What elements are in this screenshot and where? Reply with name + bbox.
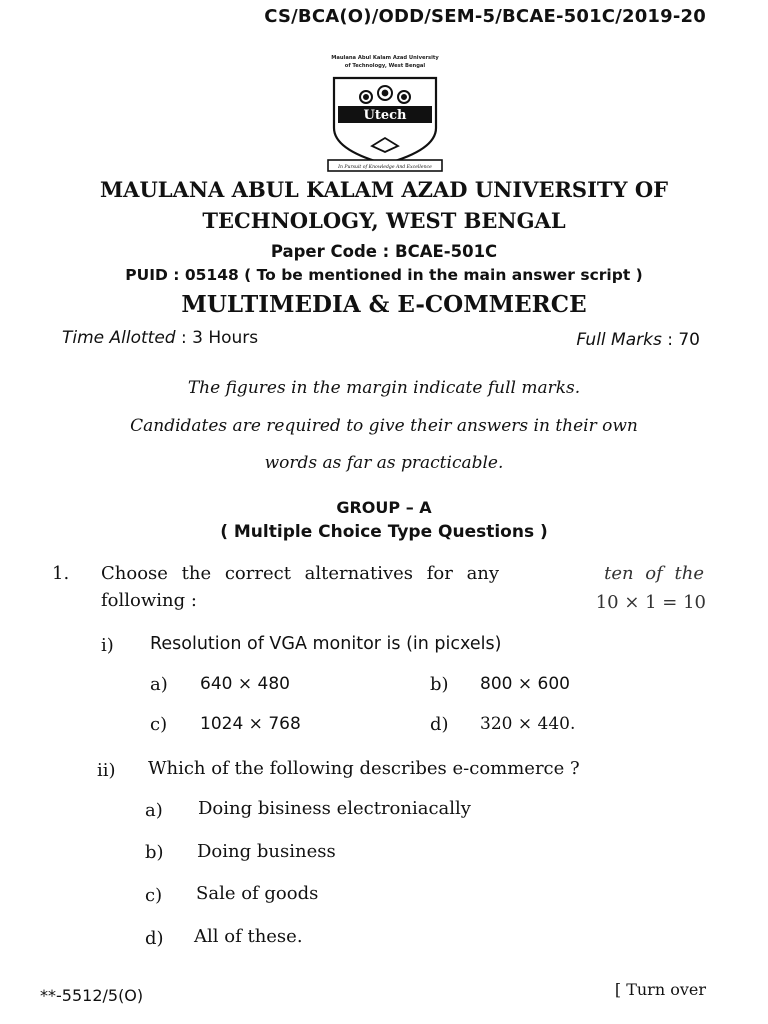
- option-text: 800 × 600: [480, 674, 570, 694]
- instruction-1: The figures in the margin indicate full marks.: [187, 378, 581, 398]
- option-label: d): [145, 928, 164, 949]
- option-label: c): [145, 885, 163, 906]
- time-allotted: [62, 328, 258, 348]
- university-logo: [318, 50, 452, 175]
- option-text: Sale of goods: [196, 883, 319, 904]
- option-label: a): [145, 800, 163, 821]
- logo-top-text-1: Maulana Abul Kalam Azad University: [331, 55, 439, 61]
- university-name-line2: TECHNOLOGY, WEST BENGAL: [202, 208, 566, 233]
- logo-top-text-2: of Technology, West Bengal: [344, 63, 426, 69]
- subject-title: MULTIMEDIA & E-COMMERCE: [181, 291, 587, 318]
- subquestion-text: Resolution of VGA monitor is (in picxels): [150, 634, 502, 654]
- marks-value: : 70: [667, 330, 700, 350]
- instruction-3: words as far as practicable.: [264, 453, 504, 473]
- option-label: c): [150, 714, 168, 735]
- option-label: a): [150, 674, 168, 695]
- logo-ribbon-text: In Pursuit of Knowledge And Excellence: [338, 165, 432, 170]
- group-subtitle: ( Multiple Choice Type Questions ): [220, 522, 548, 542]
- option-label: b): [145, 842, 164, 863]
- option-text: Doing business: [197, 841, 336, 862]
- option-text: Doing bisiness electroniacally: [198, 798, 471, 819]
- question-line2: following :: [101, 590, 197, 611]
- option-text: 320 × 440.: [480, 714, 576, 734]
- paper-reference: CS/BCA(O)/ODD/SEM-5/BCAE-501C/2019-20: [264, 6, 706, 27]
- turn-over: [ Turn over: [614, 980, 706, 999]
- option-text: 640 × 480: [200, 674, 290, 694]
- question-line1-tail: ten of the: [604, 563, 704, 584]
- paper-code: Paper Code : BCAE-501C: [270, 242, 498, 261]
- instruction-2: Candidates are required to give their answers in their own: [130, 416, 638, 436]
- option-text: All of these.: [194, 926, 303, 947]
- question-marks: 10 × 1 = 10: [595, 592, 706, 613]
- subquestion-number: i): [101, 635, 114, 656]
- puid: PUID : 05148 ( To be mentioned in the main answer script ): [125, 266, 643, 284]
- time-label: Time Allotted: [62, 328, 176, 348]
- logo-shield-text: Utech: [363, 108, 407, 123]
- question-number: 1.: [52, 563, 70, 584]
- rings-icon: [360, 86, 410, 103]
- marks-label: Full Marks: [576, 330, 662, 350]
- group-title: GROUP – A: [336, 498, 432, 517]
- subquestion-number: ii): [97, 760, 116, 781]
- option-text: 1024 × 768: [200, 714, 301, 734]
- book-icon: [372, 138, 398, 152]
- subquestion-text: Which of the following describes e-commerce ?: [148, 758, 580, 779]
- full-marks: [576, 330, 700, 350]
- time-value: : 3 Hours: [181, 328, 259, 348]
- footer-code: **-5512/5(O): [40, 986, 144, 1005]
- university-name-line1: MAULANA ABUL KALAM AZAD UNIVERSITY OF: [99, 177, 669, 202]
- question-line1: Choose the correct alternatives for any: [101, 563, 500, 584]
- option-label: b): [430, 674, 449, 695]
- option-label: d): [430, 714, 449, 735]
